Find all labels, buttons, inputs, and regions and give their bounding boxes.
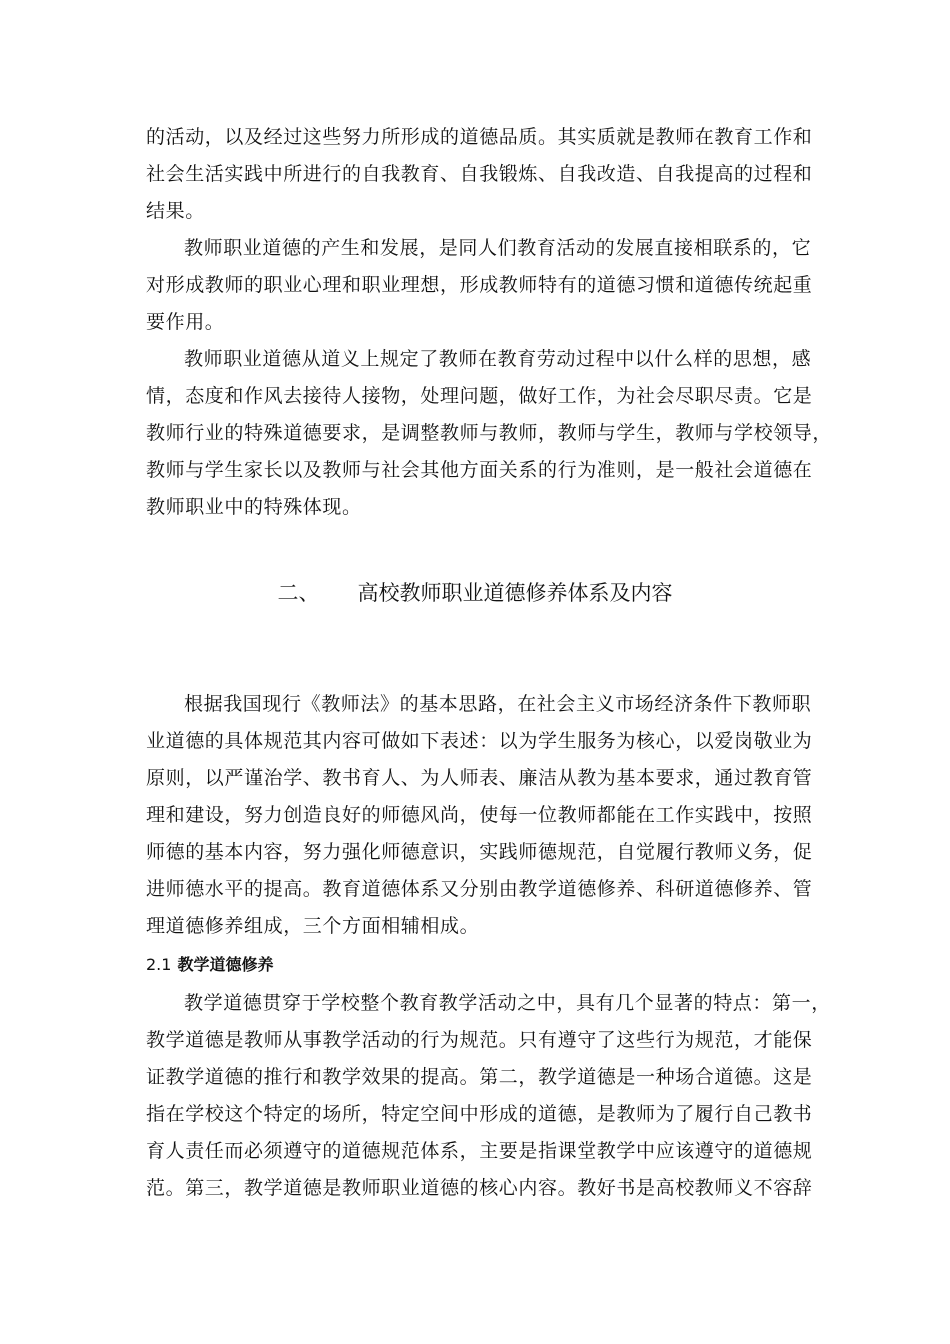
paragraph-line: 育人责任而必须遵守的道德规范体系，主要是指课堂教学中应该遵守的道德规 [146,1140,813,1162]
paragraph-line: 对形成教师的职业心理和职业理想，形成教师特有的道德习惯和道德传统起重 [146,274,813,296]
paragraph-line: 教师与学生家长以及教师与社会其他方面关系的行为准则，是一般社会道德在 [146,459,813,481]
paragraph-line: 理道德修养组成，三个方面相辅相成。 [146,915,480,937]
paragraph-line: 教学道德贯穿于学校整个教育教学活动之中，具有几个显著的特点：第一， [184,992,831,1014]
paragraph-line: 要作用。 [146,311,225,333]
paragraph-line: 教师职业道德的产生和发展，是同人们教育活动的发展直接相联系的，它 [184,237,812,259]
paragraph-line: 社会生活实践中所进行的自我教育、自我锻炼、自我改造、自我提高的过程和 [146,163,813,185]
paragraph-line: 教师职业道德从道义上规定了教师在教育劳动过程中以什么样的思想，感 [184,348,812,370]
paragraph-line: 的活动，以及经过这些努力所形成的道德品质。其实质就是教师在教育工作和 [146,126,813,148]
paragraph-line: 教师行业的特殊道德要求，是调整教师与教师，教师与学生，教师与学校领导， [146,422,833,444]
paragraph-line: 结果。 [146,200,205,222]
paragraph-line: 进师德水平的提高。教育道德体系又分别由教学道德修养、科研道德修养、管 [146,878,813,900]
paragraph-line: 业道德的具体规范其内容可做如下表述：以为学生服务为核心，以爱岗敬业为 [146,730,813,752]
section-heading-number: 二、 [277,581,320,605]
paragraph-line: 情，态度和作风去接待人接物，处理问题，做好工作，为社会尽职尽责。它是 [146,385,813,407]
subsection-heading-number: 2.1 [146,955,172,974]
paragraph-line: 教师职业中的特殊体现。 [146,496,362,518]
paragraph-line: 师德的基本内容，努力强化师德意识，实践师德规范，自觉履行教师义务，促 [146,841,813,863]
paragraph-line: 教学道德是教师从事教学活动的行为规范。只有遵守了这些行为规范，才能保 [146,1029,813,1051]
paragraph-line: 根据我国现行《教师法》的基本思路，在社会主义市场经济条件下教师职 [184,693,812,715]
paragraph-line: 证教学道德的推行和教学效果的提高。第二，教学道德是一种场合道德。这是 [146,1066,813,1088]
paragraph-line: 指在学校这个特定的场所，特定空间中形成的道德，是教师为了履行自己教书 [146,1103,813,1125]
paragraph-line: 原则，以严谨治学、教书育人、为人师表、廉洁从教为基本要求，通过教育管 [146,767,813,789]
section-heading [0,579,950,607]
paragraph-line: 范。第三，教学道德是教师职业道德的核心内容。教好书是高校教师义不容辞 [146,1177,813,1199]
section-heading-title: 高校教师职业道德修养体系及内容 [357,581,673,605]
subsection-heading [146,954,273,976]
paragraph-line: 理和建设，努力创造良好的师德风尚，使每一位教师都能在工作实践中，按照 [146,804,813,826]
subsection-heading-title: 教学道德修养 [177,955,274,974]
